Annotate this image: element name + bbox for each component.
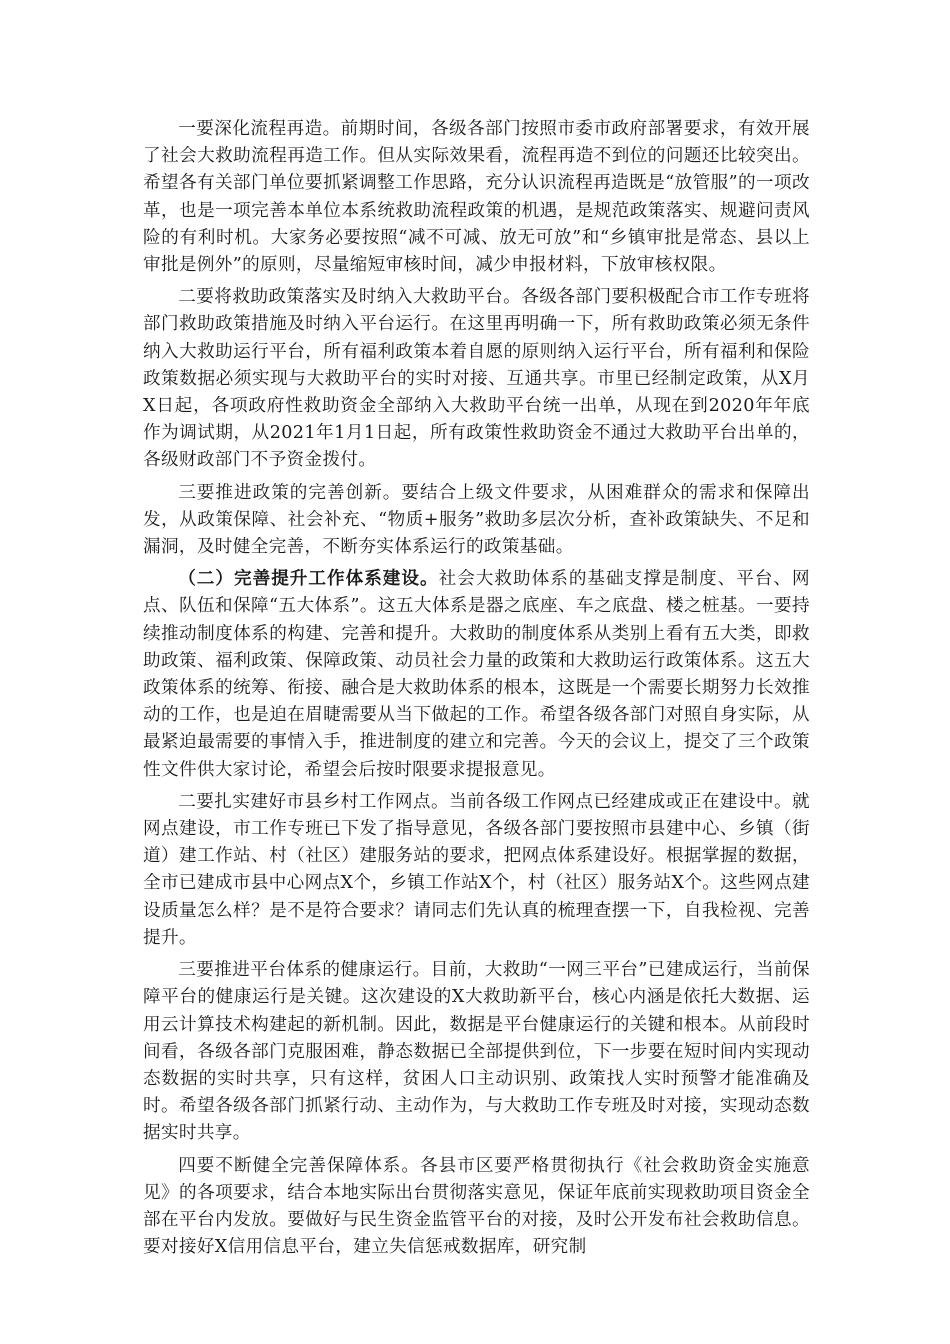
paragraph-assistance-platform-integration: [143, 284, 810, 474]
paragraph-text: 一要深化流程再造。前期时间，各级各部门按照市委市政府部署要求，有效开展了社会大救助流程再造工作。但从实际效果看，流程再造不到位的问题还比较突出。希望各有关部门单位要抓紧调整工作思路，充分认识流程再造既是“放管服”的一项改革，也是一项完善本单位本系统救助流程政策的机遇，是规范政策落实、规避问责风险的有利时机。大家务必要按照“减不可减、放无可放”和“乡镇审批是常态、县以上审批是例外”的原则，尽量缩短审核时间，减少申报材料，下放审核权限。: [143, 119, 810, 276]
paragraph-policy-innovation: [143, 480, 810, 562]
paragraph-work-system-construction: [143, 566, 810, 784]
paragraph-service-network: [143, 789, 810, 952]
paragraph-platform-operation: [143, 957, 810, 1147]
section-heading: （二）完善提升工作体系建设。: [178, 569, 439, 590]
paragraph-text: 社会大救助体系的基础支撑是制度、平台、网点、队伍和保障“五大体系”。这五大体系是器之底座、车之底盘、楼之桩基。一要持续推动制度体系的构建、完善和提升。大救助的制度体系从类别上看有五大类，即救助政策、福利政策、保障政策、动员社会力量的政策和大救助运行政策体系。这五大政策体系的统筹、衔接、融合是大救助体系的根本，这既是一个需要长期努力长效推动的工作，也是迫在眉睫需要从当下做起的工作。希望各级各部门对照自身实际，从最紧迫最需要的事情入手，推进制度的建立和完善。今天的会议上，提交了三个政策性文件供大家讨论，希望会后按时限要求提报意见。: [143, 569, 810, 780]
paragraph-text: 四要不断健全完善保障体系。各县市区要严格贯彻执行《社会救助资金实施意见》的各项要求，结合本地实际出台贯彻落实意见，保证年底前实现救助项目资金全部在平台内发放。要做好与民生资金监管平台的对接，及时公开发布社会救助信息。要对接好X信用信息平台，建立失信惩戒数据库，研究制: [143, 1155, 810, 1258]
paragraph-text: 三要推进政策的完善创新。要结合上级文件要求，从困难群众的需求和保障出发，从政策保障、社会补充、“物质+服务”救助多层次分析，查补政策缺失、不足和漏洞，及时健全完善，不断夯实体系运行的政策基础。: [143, 482, 810, 558]
paragraph-guarantee-system: [143, 1153, 810, 1262]
paragraph-text: 二要将救助政策落实及时纳入大救助平台。各级各部门要积极配合市工作专班将部门救助政策措施及时纳入平台运行。在这里再明确一下，所有救助政策必须无条件纳入大救助运行平台，所有福利政策本着自愿的原则纳入运行平台，所有福利和保险政策数据必须实现与大救助平台的实时对接、互通共享。市里已经制定政策，从X月X日起，各项政府性救助资金全部纳入大救助平台统一出单，从现在到2020年年底作为调试期，从2021年1月1日起，所有政策性救助资金不通过大救助平台出单的，各级财政部门不予资金拨付。: [143, 287, 810, 471]
paragraph-deepen-process-reengineering: [143, 116, 810, 279]
paragraph-text: 二要扎实建好市县乡村工作网点。当前各级工作网点已经建成或正在建设中。就网点建设，市工作专班已下发了指导意见，各级各部门要按照市县建中心、乡镇（街道）建工作站、村（社区）建服务站的要求，把网点体系建设好。根据掌握的数据，全市已建成市县中心网点X个，乡镇工作站X个，村（社区）服务站X个。这些网点建设质量怎么样？是不是符合要求？请同志们先认真的梳理查摆一下，自我检视、完善提升。: [143, 791, 810, 948]
document-body: [143, 116, 810, 1266]
paragraph-text: 三要推进平台体系的健康运行。目前，大救助“一网三平台”已建成运行，当前保障平台的健康运行是关键。这次建设的X大救助新平台，核心内涵是依托大数据、运用云计算技术构建起的新机制。因此，数据是平台健康运行的关键和根本。从前段时间看，各级各部门克服困难，静态数据已全部提供到位，下一步要在短时间内实现动态数据的实时共享，只有这样，贫困人口主动识别、政策找人实时预警才能准确及时。希望各级各部门抓紧行动、主动作为，与大救助工作专班及时对接，实现动态数据实时共享。: [143, 960, 810, 1144]
